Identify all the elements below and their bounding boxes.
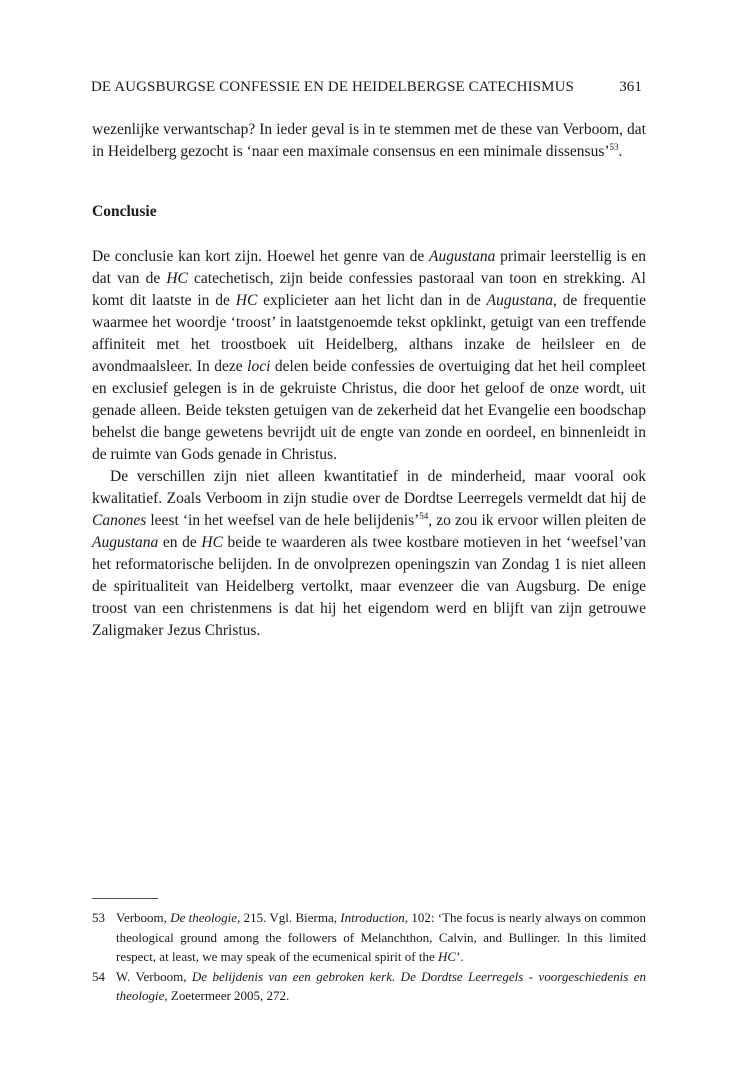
footnote-ref-54[interactable]: 54 [419,510,429,521]
conclusion-paragraph-1: De conclusie kan kort zijn. Hoewel het genre van de Augustana primair leerstellig is en dat van de HC catechetisch, zijn beide confessies pastoraal van toon en strekking. Al komt dit laatste in de HC explicieter aan het licht dan in de Augustana, de frequentie waarmee het woordje ‘troost’ in laatstgenoemde tekst opklinkt, getuigt van een treffende affiniteit met het troostboek uit Heidelberg, althans inzake de heilsleer en de avondmaalsleer. In deze loci delen beide confessies de overtuiging dat het heil compleet en exclusief gelegen is in de gekruiste Christus, die door het geloof de onze wordt, uit genade alleen. Beide teksten getuigen van de zekerheid dat het Evangelie een boodschap behelst die bange gewetens bevrijdt uit de engte van zonde en oordeel, en binnenleidt in de ruimte van Gods genade in Christus. [92,248,646,463]
conclusion-body [92,246,646,642]
running-header [91,79,642,96]
footnote-53 [92,908,646,967]
running-title: DE AUGSBURGSE CONFESSIE EN DE HEIDELBERGSE CATECHISMUS [91,79,574,95]
intro-text: wezenlijke verwantschap? In ieder geval is in te stemmen met de these van Verboom, dat in Heidelberg gezocht is ‘naar een maximale consensus en een minimale dissensus’ [92,121,646,160]
page-number: 361 [619,79,642,95]
footnote-54 [92,967,646,1006]
conclusion-paragraph-2: De verschillen zijn niet alleen kwantitatief in de minderheid, maar vooral ook kwalitatief. Zoals Verboom in zijn studie over de Dordtse Leerregels vermeldt dat hij de Canones leest ‘in het weefsel van de hele belijdenis’$^{54}$, zo zou ik ervoor willen pleiten de Augustana en de HC beide te waarderen als twee kostbare motieven in het ‘weefsel’van het reformatorische belijden. In de onvolprezen openingszin van Zondag 1 is niet alleen de spiritualiteit van Heidelberg vertolkt, maar evenzeer die van Augsburg. De enige troost van een christenmens is dat hij het eigendom werd en blijft van zijn getrouwe Zaligmaker Jezus Christus. [92,468,647,639]
footnote-number: 54 [92,968,105,984]
footnote-ref-53[interactable]: 53 [609,141,619,152]
intro-text-end: . [618,143,623,160]
footnote-divider [92,898,158,899]
section-heading: Conclusie [92,203,157,220]
intro-paragraph [92,119,646,163]
footnotes [92,908,646,1006]
footnote-text: Verboom, De theologie, 215. Vgl. Bierma, Introduction, 102: ‘The focus is nearly always on common theological ground among the followers of Melanchthon, Calvin, and Bullinger. In this limited respect, at least, we may speak of the ecumenical spirit of the HC’. [116,910,647,964]
footnote-number: 53 [92,910,105,925]
footnote-text: W. Verboom, De belijdenis van een gebroken kerk. De Dordtse Leerregels - voorgeschiedenis en theologie, Zoetermeer 2005, 272. [116,968,647,1003]
